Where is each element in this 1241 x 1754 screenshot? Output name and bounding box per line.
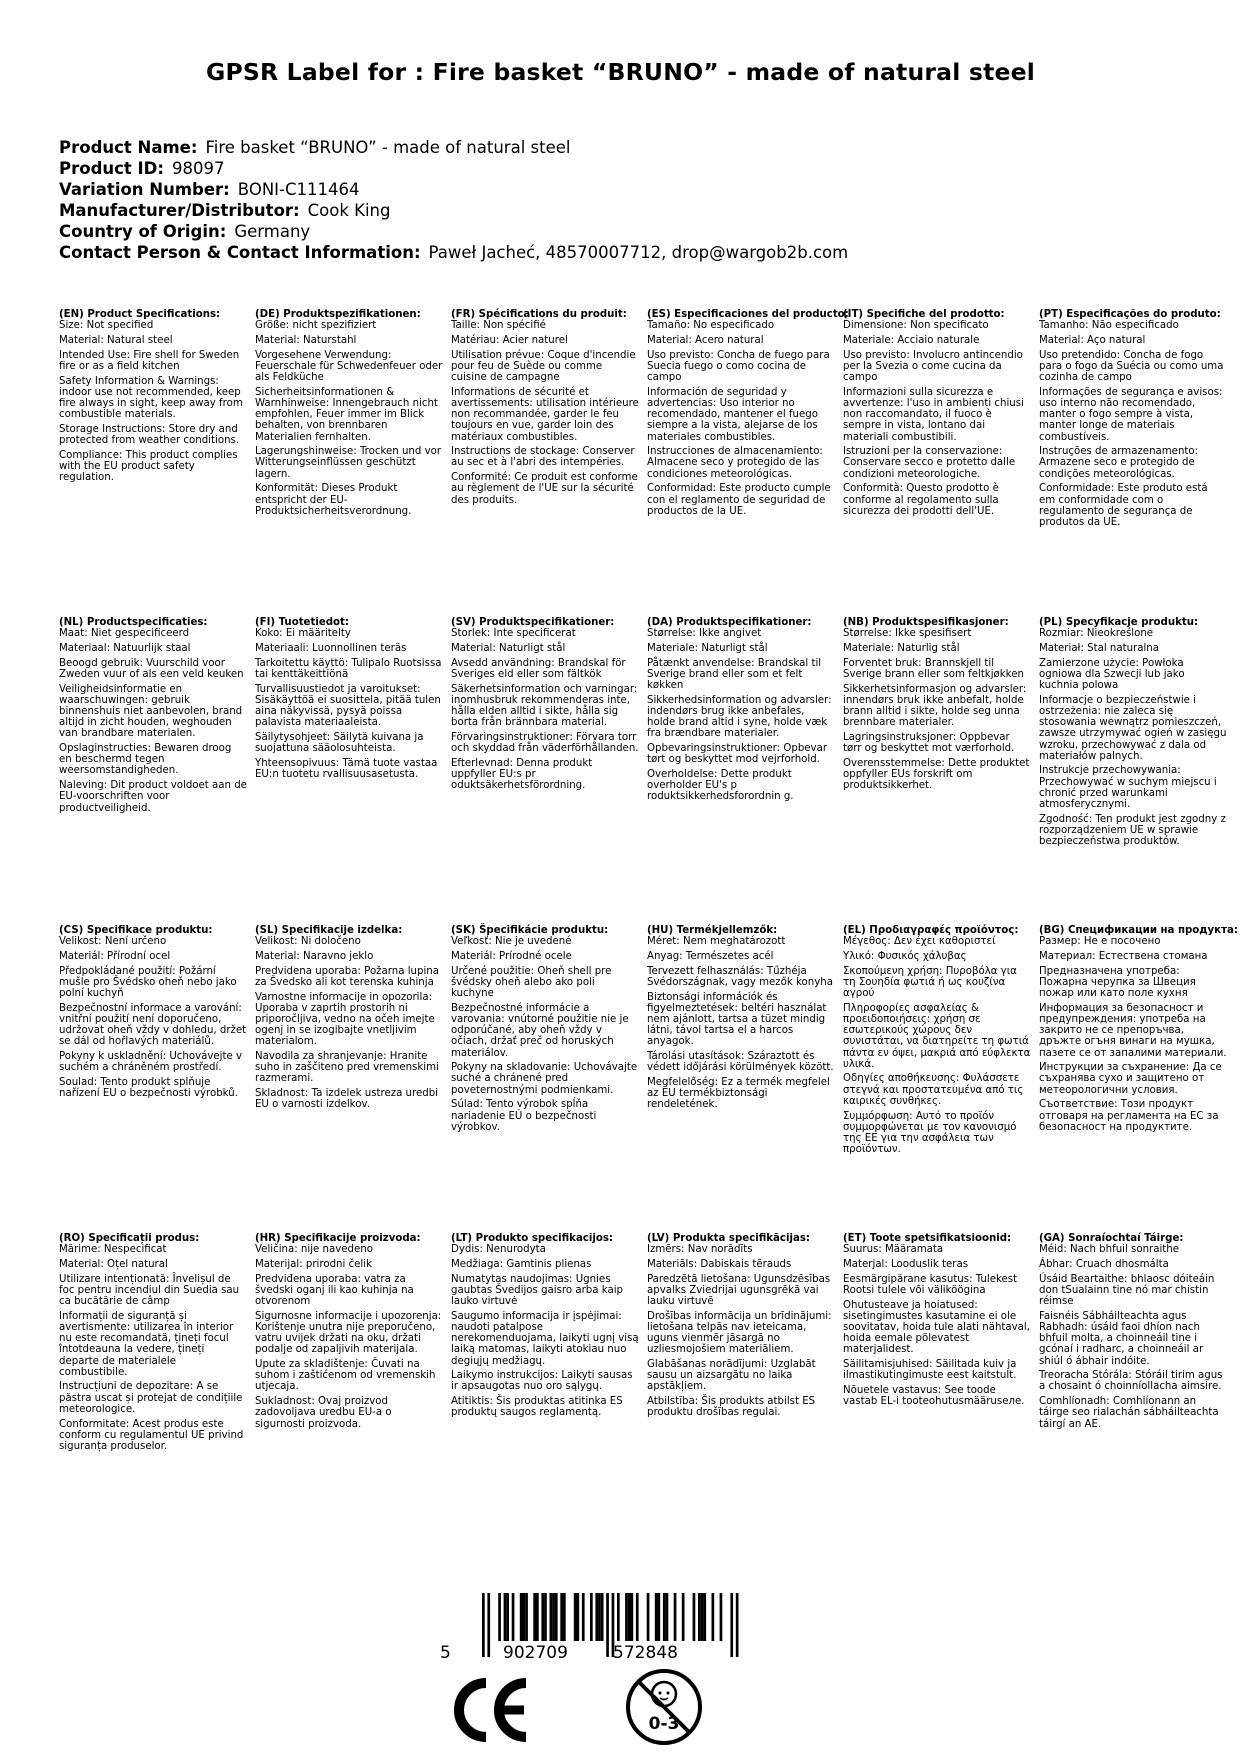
- spec-line: Materiaal: Natuurlijk staal: [59, 642, 191, 654]
- language-spec-block: [451, 309, 639, 509]
- spec-line: Comhlíonadh: Comhlíonann an táirge seo rialachán sábháilteachta táirgí an AE.: [1039, 1396, 1219, 1430]
- spec-line: Overensstemmelse: Dette produktet oppfyller EUs forskrift om produktsikkerhet.: [843, 757, 1030, 792]
- barcode-first-digit: 5: [440, 1643, 451, 1663]
- barcode-bar: [720, 1593, 723, 1641]
- barcode-bar: [523, 1593, 526, 1641]
- language-spec-block: [843, 309, 1031, 520]
- barcode-bar: [487, 1593, 490, 1657]
- spec-line: Lagerungshinweise: Trocken und vor Witterungseinflüssen geschützt lagern.: [255, 446, 442, 480]
- spec-line: Méret: Nem meghatározott: [647, 936, 786, 948]
- ce-mark-icon: [452, 1675, 532, 1745]
- spec-line: Material: Natural steel: [59, 334, 173, 346]
- spec-row: [59, 1233, 1239, 1463]
- spec-line: Skladnost: Ta izdelek ustreza uredbi EU o varnosti izdelkov.: [255, 1088, 439, 1111]
- spec-line: Materiāls: Dabiskais tērauds: [647, 1258, 792, 1270]
- spec-line: Sikkerhedsinformation og advarsler: indendørs brug ikke anbefales, holde brand altid i syne, holde væk fra brændbare materialer.: [647, 694, 832, 740]
- spec-line: Drošības informācija un brīdinājumi: lietošana telpās nav ieteicama, uguns vienmēr jāsargā no uzliesmojošiem materiāliem.: [647, 1310, 832, 1356]
- spec-line: Intended Use: Fire shell for Sweden fire or as a field kitchen: [59, 349, 240, 372]
- barcode-bar: [658, 1593, 661, 1641]
- barcode-bar: [482, 1593, 485, 1657]
- spec-line: Instructions de stockage: Conserver au sec et à l'abri des intempéries.: [451, 446, 635, 469]
- barcode-bar: [666, 1593, 669, 1641]
- spec-line: Informații de siguranță și avertismente: utilizarea în interior nu este recomandată, țineți focul întotdeauna la vedere, țineți departe de materialele combustibile.: [59, 1310, 234, 1378]
- spec-line: Säkerhetsinformation och varningar: inomhusbruk rekommenderas inte, hålla elden alltid i sikte, hålla sig borta från brännbara material.: [451, 683, 638, 729]
- language-spec-heading: (EL) Προδιαγραφές προϊόντος:: [843, 925, 1019, 936]
- barcode-left-digits: 902709: [503, 1643, 568, 1663]
- product-name-row: [59, 137, 848, 158]
- spec-line: Velikost: Není určeno: [59, 936, 167, 948]
- barcode-bar: [541, 1593, 544, 1641]
- product-id-row: [59, 158, 848, 179]
- spec-line: Μέγεθος: Δεν έχει καθοριστεί: [843, 936, 996, 948]
- language-spec-heading: (PT) Especificações do produto:: [1039, 309, 1221, 320]
- barcode-bar: [698, 1593, 701, 1641]
- language-spec-heading: (PL) Specyfikacje produktu:: [1039, 617, 1199, 628]
- language-spec-block: [451, 1233, 639, 1422]
- spec-line: Overholdelse: Dette produkt overholder EU's p roduktsikkerhedsforordnin g.: [647, 768, 794, 803]
- barcode-bar: [663, 1593, 666, 1641]
- spec-line: Conformità: Questo prodotto è conforme al regolamento sulla sicurezza dei prodotti dell'UE.: [843, 483, 999, 517]
- contact-row: [59, 242, 848, 263]
- spec-line: Størrelse: Ikke angivet: [647, 628, 762, 640]
- age-warning-text: 0-3: [648, 1714, 680, 1734]
- spec-line: Material: Acero natural: [647, 334, 764, 346]
- info-label: Country of Origin:: [59, 222, 227, 241]
- spec-line: Tárolási utasítások: Száraztott és védett időjárási körülmények között.: [647, 1051, 834, 1074]
- language-spec-heading: (HR) Specifikacije proizvoda:: [255, 1233, 421, 1244]
- spec-line: Bezpečnostní informace a varování: vnitřní použití není doporučeno, udržovat oheň vždy v dohledu, držet se dál od hořlavých materiálů.: [59, 1002, 247, 1048]
- spec-line: Größe: nicht spezifiziert: [255, 320, 377, 332]
- spec-line: Conformitate: Acest produs este conform cu regulamentul UE privind siguranța produselor.: [59, 1418, 244, 1452]
- language-spec-block: [59, 309, 247, 487]
- spec-line: Material: Naturligt stål: [451, 642, 566, 654]
- spec-line: Συμμόρφωση: Αυτό το προϊόν συμμορφώνεται με τον κανονισμό της ΕΕ για την ασφάλεια των προϊόντων.: [843, 1110, 1017, 1156]
- spec-line: Velikost: Ni določeno: [255, 936, 361, 948]
- info-label: Contact Person & Contact Information:: [59, 243, 421, 262]
- language-spec-block: [647, 309, 849, 520]
- info-value: 98097: [171, 159, 225, 178]
- spec-line: Istruzioni per la conservazione: Conservare secco e protetto dalle condizioni meteorologiche.: [843, 446, 1016, 480]
- spec-line: Materjal: Looduslik teras: [843, 1258, 969, 1270]
- spec-line: Materiale: Naturlig stål: [843, 642, 960, 654]
- spec-line: Veličina: nije navedeno: [255, 1244, 373, 1256]
- manufacturer-row: [59, 200, 848, 221]
- spec-line: Материал: Естествена стомана: [1039, 950, 1208, 962]
- spec-line: Uso previsto: Involucro antincendio per la Svezia o come cucina da campo: [843, 349, 1023, 384]
- spec-line: Forventet bruk: Brannskjell til Sverige brann eller som feltkjøkken: [843, 657, 1024, 680]
- info-label: Manufacturer/Distributor:: [59, 201, 300, 220]
- language-spec-block: [255, 617, 443, 784]
- spec-line: Varnostne informacije in opozorila: Uporaba v zaprtih prostorih ni priporočljiva, vedno na očeh imejte ogenj in se izogibajte vnetljivim materialom.: [255, 991, 435, 1048]
- spec-line: Biztonsági információk és figyelmeztetések: beltéri használat nem ajánlott, tartsa a tüzet mindig látni, távol tartsa el a harcos anyagok.: [647, 991, 827, 1048]
- language-spec-block: [1039, 1233, 1227, 1433]
- barcode-bar: [550, 1593, 553, 1641]
- language-spec-heading: (CS) Specifikace produktu:: [59, 925, 213, 936]
- spec-line: Informacje o bezpieczeństwie i ostrzeżenia: nie zaleca się stosowania wewnątrz pomieszczeń, zawsze utrzymywać ogień w zasięgu wzroku, przechowywać z dala od materiałów palnych.: [1039, 694, 1227, 762]
- spec-line: Zgodność: Ten produkt jest zgodny z rozporządzeniem UE w sprawie bezpieczeństwa produktów.: [1039, 813, 1226, 848]
- barcode-bar: [544, 1593, 547, 1641]
- barcode-bar: [647, 1593, 650, 1641]
- spec-line: Beoogd gebruik: Vuurschild voor Zweden vuur of als een veld keuken: [59, 657, 244, 680]
- language-spec-heading: (DE) Produktspezifikationen:: [255, 309, 421, 320]
- language-spec-heading: (ES) Especificaciones del producto:: [647, 309, 849, 320]
- barcode: [440, 1593, 750, 1663]
- barcode-bar: [674, 1593, 677, 1641]
- spec-line: Predviđena uporaba: vatra za švedski oganj ili kao kuhinja na otvorenom: [255, 1273, 414, 1308]
- spec-line: Mărime: Nespecificat: [59, 1244, 167, 1256]
- barcode-bar: [617, 1593, 620, 1641]
- barcode-bar: [555, 1593, 558, 1641]
- spec-line: Treoracha Stórála: Stóráil tirim agus a chosaint ó choinníollacha aimsire.: [1039, 1370, 1223, 1393]
- info-value: Paweł Jacheć, 48570007712, drop@wargob2b.com: [428, 243, 849, 262]
- spec-line: Οδηγίες αποθήκευσης: Φυλάσσετε στεγνά και προστατευμένα από τις καιρικές συνθήκες.: [843, 1073, 1024, 1107]
- spec-line: Paredzētā lietošana: Ugunsdzēsības apvalks Zviedrijai ugunsgrēkā vai lauku virtuvē: [647, 1273, 831, 1308]
- language-spec-heading: (LT) Produkto specifikacijos:: [451, 1233, 613, 1244]
- language-spec-heading: (FR) Spécifications du produit:: [451, 309, 627, 320]
- barcode-bar: [563, 1593, 566, 1641]
- spec-line: Soulad: Tento produkt splňuje nařízení EU o bezpečnosti výrobků.: [59, 1076, 238, 1100]
- spec-line: Materijal: prirodni čelik: [255, 1258, 372, 1270]
- barcode-bar: [525, 1593, 528, 1641]
- spec-line: Materiale: Acciaio naturale: [843, 334, 980, 346]
- barcode-bar: [631, 1593, 634, 1641]
- spec-line: Säilytysohjeet: Säilytä kuivana ja suojattuna sääolosuhteista.: [255, 731, 424, 755]
- info-label: Variation Number:: [59, 180, 230, 199]
- spec-line: Materiál: Přírodní ocel: [59, 950, 171, 962]
- spec-line: Faisnéis Sábháilteachta agus Rabhadh: úsáid faoi dhíon nach bhfuil molta, a choinneáil tine i gcónaí i radharc, a choinneáil ar shiúl ó ábhair indóite.: [1039, 1310, 1204, 1367]
- language-spec-block: [647, 1233, 835, 1422]
- spec-line: Material: Naturstahl: [255, 334, 357, 346]
- spec-line: Conformidade: Este produto está em conformidade com o regulamento de segurança de produtos da UE.: [1039, 483, 1208, 528]
- spec-line: Инструкции за съхранение: Да се съхранява сухо и защитено от метеорологични условия.: [1039, 1062, 1222, 1096]
- variation-number-row: [59, 179, 848, 200]
- language-spec-heading: (FI) Tuotetiedot:: [255, 617, 349, 628]
- barcode-bar: [590, 1593, 593, 1641]
- spec-line: Informations de sécurité et avertissements: utilisation intérieure non recommandée, garder le feu toujours en vue, garder loin des matériaux combustibles.: [451, 386, 639, 443]
- language-spec-block: [255, 925, 443, 1114]
- spec-line: Matériau: Acier naturel: [451, 334, 568, 346]
- spec-line: Zamierzone użycie: Powłoka ogniowa dla Szwecji lub jako kuchnia polowa: [1039, 657, 1185, 692]
- spec-line: Sicherheitsinformationen & Warnhinweise: Innengebrauch nicht empfohlen, Feuer immer im Blick behalten, von brennbaren Materialien fernhalten.: [255, 386, 438, 443]
- page-title: GPSR Label for : Fire basket “BRUNO” - made of natural steel: [205, 58, 1036, 86]
- language-spec-heading: (NL) Productspecificaties:: [59, 617, 208, 628]
- spec-line: Medžiaga: Gamtinis plienas: [451, 1258, 592, 1270]
- spec-line: Tamaño: No especificado: [647, 320, 775, 332]
- language-spec-block: [451, 925, 639, 1136]
- language-spec-heading: (NB) Produktspesifikasjoner:: [843, 617, 1009, 628]
- spec-line: Úsáid Beartaithe: bhlaosc dóiteáin don tSualainn tine nó mar chistin réimse: [1039, 1273, 1215, 1308]
- spec-line: Material: Oțel natural: [59, 1258, 168, 1270]
- language-spec-heading: (RO) Specificații produs:: [59, 1233, 200, 1244]
- language-spec-heading: (IT) Specifiche del prodotto:: [843, 309, 1005, 320]
- spec-line: Materiaali: Luonnollinen teräs: [255, 642, 407, 654]
- spec-line: Sukladnost: Ovaj proizvod zadovoljava uredbu EU-a o sigurnosti proizvoda.: [255, 1396, 392, 1430]
- spec-line: Utilizare intenționată: Învelișul de foc pentru incendiul din Suedia sau ca bucătărie de câmp: [59, 1273, 240, 1308]
- spec-row: [59, 309, 1239, 539]
- spec-line: Safety Information & Warnings: indoor use not recommended, keep fire always in sight, keep away from combustible materials.: [59, 375, 243, 421]
- spec-line: Storage Instructions: Store dry and protected from weather conditions.: [59, 423, 240, 447]
- spec-line: Størrelse: Ikke spesifisert: [843, 628, 972, 640]
- barcode-bar: [606, 1593, 609, 1657]
- language-spec-block: [647, 925, 835, 1114]
- spec-line: Påtænkt anvendelse: Brandskal til Sverige brand eller som et felt køkken: [647, 657, 822, 692]
- spec-line: Informazioni sulla sicurezza e avvertenze: l'uso in ambienti chiusi non raccomandato, il fuoco è sempre in vista, lontano dai materiali combustibili.: [843, 386, 1024, 443]
- language-spec-block: [843, 617, 1031, 795]
- spec-line: Yhteensopivuus: Tämä tuote vastaa EU:n tuotetu rvallisuusasetusta.: [255, 757, 438, 780]
- info-label: Product Name:: [59, 138, 198, 157]
- spec-line: Säilitamisjuhised: Säilitada kuiv ja ilmastikutingimuste eest kaitstult.: [843, 1359, 1017, 1382]
- spec-line: Vorgesehene Verwendung: Feuerschale für Schwedenfeuer oder als Feldküche: [255, 349, 443, 384]
- spec-line: Información de seguridad y advertencias: Uso interior no recomendado, mantener el fuego siempre a la vista, alejarse de los materiales combustibles.: [647, 386, 818, 443]
- spec-line: Suurus: Määramata: [843, 1244, 944, 1256]
- language-spec-heading: (SV) Produktspecifikationer:: [451, 617, 615, 628]
- spec-line: Efterlevnad: Denna produkt uppfyller EU:s pr oduktsäkerhetsförordning.: [451, 757, 593, 792]
- spec-line: Predvidena uporaba: Požarna lupina za Švedsko ali kot terenska kuhinja: [255, 965, 439, 988]
- spec-line: Eesmärgipärane kasutus: Tulekest Rootsi tulele või välikööginа: [843, 1273, 1018, 1296]
- spec-line: Предназначена употреба: Пожарна черупка за Швеция пожар или като поле кухня: [1039, 965, 1196, 1000]
- spec-line: Съответствие: Този продукт отговаря на регламента на ЕС за безопасност на продуктите.: [1039, 1099, 1219, 1133]
- country-row: [59, 221, 848, 242]
- spec-line: Размер: Не е посочено: [1039, 936, 1161, 948]
- language-spec-heading: (ET) Toote spetsifikatsioonid:: [843, 1233, 1012, 1244]
- spec-line: Material: Aço natural: [1039, 334, 1146, 346]
- spec-line: Storlek: Inte specificerat: [451, 628, 576, 640]
- language-spec-block: [255, 1233, 443, 1433]
- spec-line: Určené použitie: Oheň shell pre švédsky oheň alebo ako poli kuchyne: [451, 965, 612, 1000]
- barcode-bar: [533, 1593, 536, 1641]
- barcode-bar: [506, 1593, 509, 1641]
- language-spec-block: [59, 617, 247, 817]
- barcode-bar: [577, 1593, 580, 1641]
- spec-line: Lagringsinstruksjoner: Oppbevar tørr og beskyttet mot værforhold.: [843, 731, 1015, 755]
- spec-line: Megfelelőség: Ez a termék megfelel az EU termékbiztonsági rendeletének.: [647, 1076, 830, 1111]
- spec-line: Tarkoitettu käyttö: Tulipalo Ruotsissa tai kenttäkeittiönä: [255, 657, 442, 680]
- barcode-bar: [582, 1593, 585, 1641]
- barcode-bar: [625, 1593, 628, 1641]
- barcode-bar: [736, 1593, 739, 1657]
- spec-line: Numatytas naudojimas: Ugnies gaubtas Švedijos gaisro arba kaip lauko virtuvė: [451, 1273, 624, 1308]
- info-label: Product ID:: [59, 159, 164, 178]
- info-value: Cook King: [307, 201, 391, 220]
- info-value: Fire basket “BRUNO” - made of natural steel: [205, 138, 571, 157]
- spec-line: Taille: Non spécifié: [451, 320, 546, 332]
- age-warning-0-3-icon: [624, 1667, 704, 1747]
- spec-line: Uso pretendido: Concha de fogo para o fogo da Suécia ou como uma cozinha de campo: [1039, 349, 1224, 384]
- spec-line: Instrucciones de almacenamiento: Almacene seco y protegido de las condiciones meteorológicas.: [647, 446, 823, 480]
- language-spec-block: [451, 617, 639, 795]
- spec-line: Anyag: Természetes acél: [647, 950, 774, 962]
- spec-line: Информация за безопасност и предупреждения: употреба на закрито не се препоръчва, дръжте огъня винаги на мушка, пазете се от запалими материали.: [1039, 1002, 1227, 1059]
- spec-line: Veiligheidsinformatie en waarschuwingen: gebruik binnenshuis niet aanbevolen, brand altijd in zicht houden, weghouden van brandbare materialen.: [59, 683, 243, 740]
- language-spec-block: [843, 1233, 1031, 1411]
- barcode-bar: [628, 1593, 631, 1641]
- spec-line: Opslaginstructies: Bewaren droog en beschermd tegen weersomstandigheden.: [59, 743, 232, 777]
- language-spec-block: [1039, 309, 1227, 532]
- spec-line: Méid: Nach bhfuil sonraithe: [1039, 1244, 1180, 1256]
- spec-line: Instruções de armazenamento: Armazene seco e protegido de condições meteorológicas.: [1039, 446, 1199, 480]
- spec-line: Sikkerhetsinformasjon og advarsler: innendørs bruk ikke anbefalt, holde brann alltid i sikte, holde seg unna brennbare materialer.: [843, 683, 1027, 729]
- barcode-bar: [504, 1593, 507, 1641]
- spec-line: Předpokládané použití: Požární mušle pro Švédsko oheň nebo jako polní kuchyň: [59, 965, 237, 1000]
- language-spec-block: [843, 925, 1031, 1159]
- spec-line: Υλικό: Φυσικός χάλυβας: [843, 950, 967, 962]
- language-spec-block: [59, 925, 247, 1103]
- barcode-bar: [552, 1593, 555, 1641]
- language-spec-block: [59, 1233, 247, 1456]
- spec-line: Förvaringsinstruktioner: Förvara torr och skyddad från väderförhållanden.: [451, 731, 639, 755]
- barcode-bar: [682, 1593, 685, 1641]
- spec-line: Uso previsto: Concha de fuego para Suecia fuego o como cocina de campo: [647, 349, 830, 384]
- barcode-bar: [598, 1593, 601, 1641]
- spec-line: Informações de segurança e avisos: uso interno não recomendado, manter o fogo sempre à vista, manter longe de materiais combustíveis.: [1039, 386, 1223, 443]
- spec-line: Instrukcje przechowywania: Przechowywać w suchym miejscu i chronić przed warunkami atmosferycznymi.: [1039, 765, 1217, 811]
- barcode-bar: [701, 1593, 704, 1641]
- spec-row: [59, 925, 1239, 1155]
- spec-line: Σκοπούμενη χρήση: Πυροβόλα για τη Σουηδία φωτιά ή ως κουζίνα αγρού: [843, 965, 1017, 1000]
- spec-line: Instrucțiuni de depozitare: A se păstra uscat și protejat de condițiile meteorologice.: [59, 1381, 243, 1415]
- barcode-bar: [601, 1593, 604, 1641]
- barcode-bar: [512, 1593, 515, 1641]
- spec-line: Dydis: Nenurodyta: [451, 1244, 546, 1256]
- barcode-bar: [498, 1593, 501, 1641]
- spec-line: Pokyny na skladovanie: Uchovávajte suché a chránené pred poveternostnými podmienkami.: [451, 1062, 638, 1096]
- spec-line: Πληροφορίες ασφαλείας & προειδοποιήσεις: χρήση σε εσωτερικούς χώρους δεν συνιστάται, να διατηρείτε τη φωτιά πάντα εν όψει, μακριά από εύφλεκτα υλικά.: [843, 1002, 1031, 1070]
- barcode-bar: [730, 1593, 733, 1657]
- language-spec-block: [1039, 925, 1238, 1136]
- spec-line: Avsedd användning: Brandskal för Sveriges eld eller som fältkök: [451, 657, 626, 680]
- language-spec-block: [1039, 617, 1227, 851]
- spec-line: Súlad: Tento výrobok spĺňa nariadenie EÚ o bezpečnosti výrobkov.: [451, 1099, 597, 1133]
- product-info: [59, 137, 848, 263]
- spec-line: Maat: Niet gespecificeerd: [59, 628, 190, 640]
- spec-line: Conformité: Ce produit est conforme au règlement de l'UE sur la sécurité des produits.: [451, 472, 638, 506]
- spec-line: Glabāšanas norādījumi: Uzglabāt sausu un aizsargātu no laika apstākļiem.: [647, 1359, 816, 1393]
- spec-line: Compliance: This product complies with the EU product safety regulation.: [59, 449, 238, 484]
- spec-line: Sigurnosne informacije i upozorenja: Korištenje unutra nije preporučeno, vatru uvijek držati na oku, držati podalje od zapaljivih materijala.: [255, 1310, 442, 1356]
- language-spec-heading: (DA) Produktspecifikationer:: [647, 617, 812, 628]
- spec-line: Saugumo informacija ir įspėjimai: naudoti patalpose nerekomenduojama, laikyti ugnį visą laiką matomas, laikyti atokiau nuo degiųjų medžiagų.: [451, 1310, 639, 1367]
- barcode-bar: [655, 1593, 658, 1641]
- spec-line: Materiale: Naturligt stål: [647, 642, 768, 654]
- spec-line: Bezpečnostné informácie a varovania: vnútorné použitie nie je odporúčané, aby oheň vždy v očiach, držať preč od horuských materiálov.: [451, 1002, 629, 1059]
- language-spec-heading: (LV) Produkta specifikācijas:: [647, 1233, 810, 1244]
- spec-line: Veľkosť: Nie je uvedené: [451, 936, 572, 948]
- spec-line: Material: Naravno jeklo: [255, 950, 374, 962]
- spec-line: Atbilstība: Šis produkts atbilst ES produktu drošības regulai.: [647, 1396, 816, 1419]
- info-value: Germany: [234, 222, 311, 241]
- language-spec-heading: (BG) Спецификации на продукта:: [1039, 925, 1238, 936]
- spec-row: [59, 617, 1239, 847]
- spec-line: Conformidad: Este producto cumple con el reglamento de seguridad de productos de la UE.: [647, 483, 831, 517]
- barcode-bar: [636, 1593, 639, 1641]
- barcode-right-digits: 572848: [613, 1643, 678, 1663]
- spec-line: Tamanho: Não especificado: [1039, 320, 1179, 332]
- spec-line: Upute za skladištenje: Čuvati na suhom i zaštićenom od vremenskih utjecaja.: [255, 1359, 436, 1393]
- barcode-bar: [703, 1593, 706, 1641]
- language-spec-heading: (HU) Termékjellemzők:: [647, 925, 778, 936]
- spec-line: Dimensione: Non specificato: [843, 320, 989, 332]
- language-spec-block: [255, 309, 443, 520]
- spec-line: Navodila za shranjevanje: Hranite suho in zaščiteno pred vremenskimi razmerami.: [255, 1051, 439, 1085]
- barcode-bar: [560, 1593, 563, 1641]
- info-value: BONI-C111464: [237, 180, 360, 199]
- spec-line: Nõuetele vastavus: See toode vastab EL-i tooteohutusmääruseле.: [843, 1384, 1025, 1408]
- spec-line: Koko: Ei määritelty: [255, 628, 351, 640]
- spec-line: Materiał: Stal naturalna: [1039, 642, 1160, 654]
- spec-line: Utilisation prévue: Coque d'incendie pour feu de Suède ou comme cuisine de campagne: [451, 349, 636, 384]
- barcode-bar: [595, 1593, 598, 1641]
- language-spec-heading: (GA) Sonraíochtaí Táirge:: [1039, 1233, 1184, 1244]
- spec-line: Materiál: Prírodné ocele: [451, 950, 572, 962]
- barcode-bar: [712, 1593, 715, 1641]
- language-spec-block: [647, 617, 835, 806]
- spec-line: Atitiktis: Šis produktas atitinka ES produktų saugos reglamentą.: [451, 1396, 623, 1419]
- language-spec-heading: (SL) Specifikacije izdelka:: [255, 925, 403, 936]
- spec-line: Pokyny k uskladnění: Uchovávejte v suchém a chráněném prostředí.: [59, 1051, 243, 1074]
- barcode-bar: [574, 1593, 577, 1641]
- spec-line: Izmērs: Nav norādīts: [647, 1244, 753, 1256]
- spec-line: Konformität: Dieses Produkt entspricht der EU-Produktsicherheitsverordnung.: [255, 483, 412, 517]
- spec-line: Ohutusteave ja hoiatused: sisetingimustes kasutamine ei ole soovitatav, hoida tule alati nähtaval, hoida eemale põlevatest materjalidest.: [843, 1299, 1030, 1356]
- language-spec-heading: (SK) Špecifikácie produktu:: [451, 925, 609, 936]
- barcode-bar: [536, 1593, 539, 1641]
- barcode-bar: [693, 1593, 696, 1641]
- spec-line: Ábhar: Cruach dhosmálta: [1039, 1258, 1169, 1270]
- language-spec-heading: (EN) Product Specifications:: [59, 309, 221, 320]
- spec-line: Naleving: Dit product voldoet aan de EU-voorschriften voor productveiligheid.: [59, 780, 247, 814]
- spec-line: Size: Not specified: [59, 320, 154, 332]
- spec-line: Tervezett felhasználás: Tűzhéja Svédországnak, vagy mezők konyha: [647, 965, 833, 988]
- barcode-bar: [520, 1593, 523, 1641]
- spec-line: Turvallisuustiedot ja varoitukset: Sisäkäyttöä ei suosittela, pitää tulen aina näkyvissä, pysyä poissa palavista materiaaleista.: [255, 683, 441, 729]
- spec-line: Laikymo instrukcijos: Laikyti sausas ir apsaugotas nuo oro sąlygų.: [451, 1370, 633, 1393]
- spec-line: Opbevaringsinstruktioner: Opbevar tørt og beskyttet mod vejrforhold.: [647, 743, 828, 766]
- spec-line: Rozmiar: Nieokreślone: [1039, 628, 1154, 640]
